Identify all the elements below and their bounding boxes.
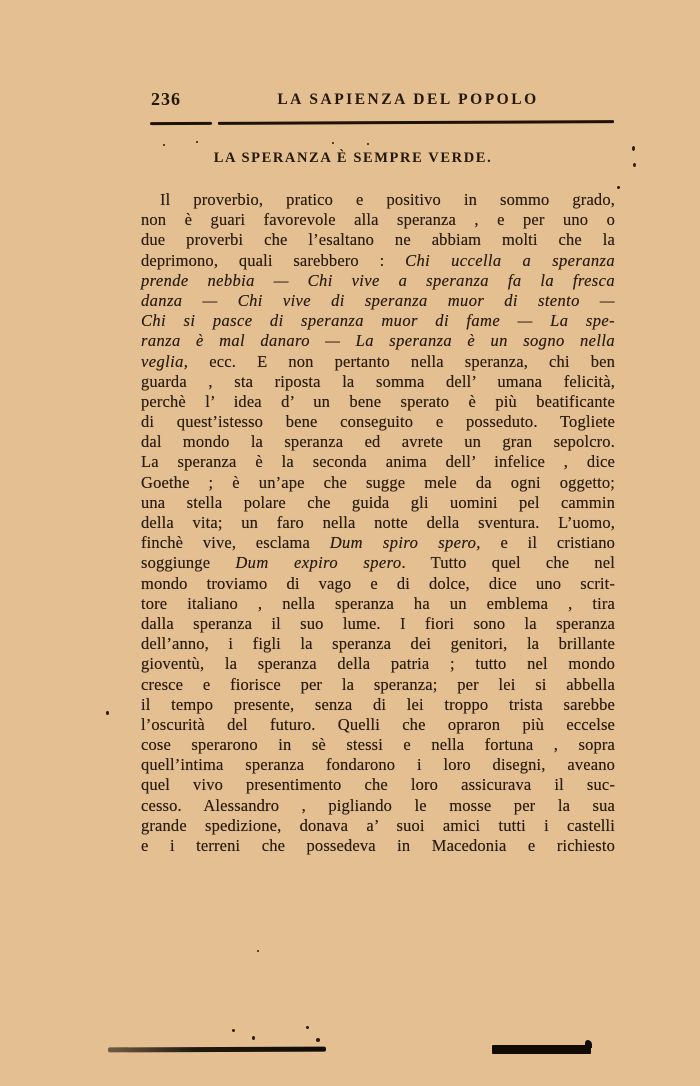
speckle [367,143,369,145]
text-line: dell’anno, i figli la speranza dei genitori, la brillante [141,634,615,654]
text-line: e i terreni che possedeva in Macedonia e richiesto [141,836,615,855]
text-line: ranza è mal danaro — La speranza è un sogno nella [141,331,615,351]
text-line: perchè l’ idea d’ un bene sperato è più beatificante [141,391,615,411]
speckle [332,142,334,144]
speckle [196,141,198,143]
text-line: il tempo presente, senza di lei troppo trista sarebbe [141,694,615,714]
text-line: guarda , sta riposta la somma dell’ umana felicità, [141,371,615,391]
speckle [316,1038,320,1042]
text-line: Il proverbio, pratico e positivo in sommo grado, [160,190,615,209]
text-line: due proverbi che l’esaltano ne abbiam molti che la [141,230,615,250]
text-line: l’oscurità del futuro. Quelli che opraron più eccelse [141,714,615,734]
header-rule-segment-left [150,122,212,125]
speckle [306,1026,309,1029]
speckle [232,1029,235,1032]
text-line: cresce e fiorisce per la speranza; per lei si abbella [141,674,615,694]
text-line: finchè vive, esclama Dum spiro spero, e il cristiano [141,533,615,553]
text-line: cose sperarono in sè stessi e nella fortuna , sopra [141,735,615,755]
text-line: tore italiano , nella speranza ha un emblema , tira [141,593,615,613]
speckle [257,950,259,952]
scan-artifact-bottom-right-bar [492,1045,591,1054]
text-line: quell’intima speranza fondarono i loro disegni, aveano [141,755,615,775]
speckle [252,1036,255,1040]
text-line: gioventù, la speranza della patria ; tutto nel mondo [141,654,615,674]
text-line: una stella polare che guida gli uomini pel cammin [141,492,615,512]
speckle [617,186,620,189]
text-line: mondo troviamo di vago e di dolce, dice uno scrit- [141,573,615,593]
speckle [633,163,636,167]
text-line: dalla speranza il suo lume. I fiori sono la speranza [141,613,615,633]
text-line: quel vivo presentimento che loro assicurava il suc- [141,775,615,795]
speckle [632,146,635,151]
text-line: di quest’istesso bene conseguito e posseduto. Togliete [141,412,615,432]
scan-artifact-bottom-left-smudge [108,1047,326,1053]
speckle [106,711,109,715]
text-line: Goethe ; è un’ape che sugge mele da ogni oggetto; [141,472,615,492]
text-line: dal mondo la speranza ed avrete un gran sepolcro. [141,432,615,452]
header-rule-segment-right [218,120,614,125]
text-line: della vita; un faro nella notte della sventura. L’uomo, [141,513,615,532]
text-line: non è guari favorevole alla speranza , e per uno o [141,210,615,230]
text-line: danza — Chi vive di speranza muor di stento — [141,290,615,310]
text-line: cesso. Alessandro , pigliando le mosse per la sua [141,795,615,815]
body-text [141,190,615,856]
header-rule [150,121,614,125]
page-header [141,89,615,111]
text-line: grande spedizione, donava a’ suoi amici tutti i castelli [141,815,615,835]
text-line: veglia, ecc. E non pertanto nella speranza, chi ben [141,351,615,371]
page-number: 236 [151,89,181,109]
speckle [163,144,165,146]
running-header: LA SAPIENZA DEL POPOLO [277,91,539,108]
text-line: deprimono, quali sarebbero : Chi uccella a speranza [141,250,615,270]
text-line: prende nebbia — Chi vive a speranza fa la fresca [141,270,615,290]
text-line: La speranza è la seconda anima dell’ infelice , dice [141,452,615,472]
text-line: soggiunge Dum expiro spero. Tutto quel che nel [141,553,615,573]
text-line: Chi si pasce di speranza muor di fame — La spe- [141,311,615,331]
chapter-title: LA SPERANZA È SEMPRE VERDE. [213,150,493,166]
